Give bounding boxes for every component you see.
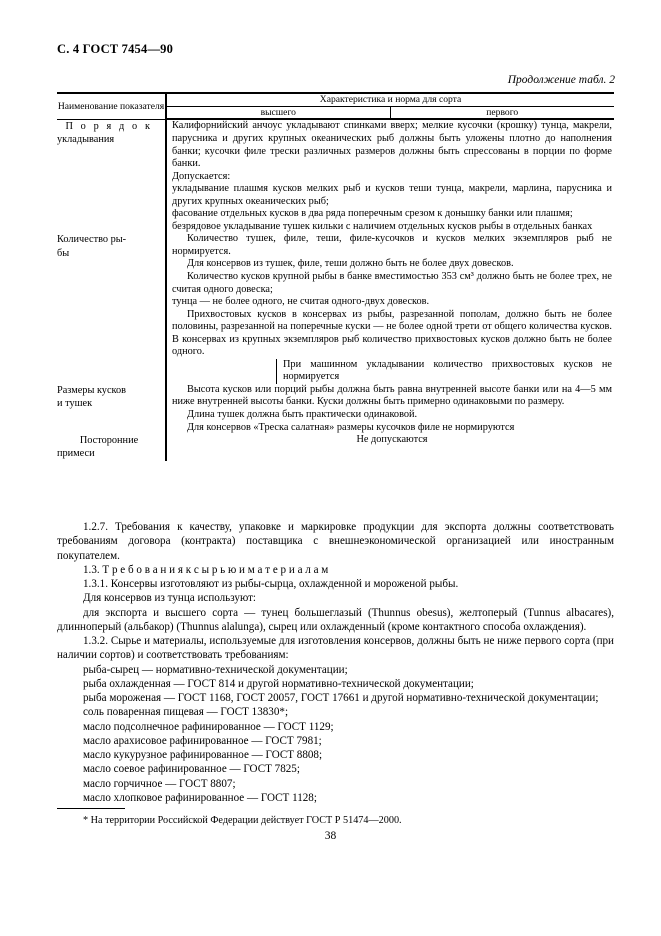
paragraph: укладывание плашмя кусков мелких рыб и кусков теши тунца, макрели, марлина, парусника и других крупных океанических рыб; [172, 183, 612, 207]
row-label-line-1: Размеры кусков [57, 384, 127, 396]
paragraph: Прихвостовых кусков в консервах из рыбы, разрезанной пополам, должно быть не более половины, разрезанной на поперечные куски — не более одной трети от общего количества кусков. В консервах из крупных экземпляров рыб количество прихвостовых кусков должно быть не более одного. [172, 308, 612, 358]
list-item: рыба охлажденная — ГОСТ 814 и другой нормативно-технической документации; [83, 677, 474, 690]
clause-1-3-2: 1.3.2. Сырье и материалы, используемые для изготовления консервов, должны быть не ниже первого сорта (при наличии сортов) и соответствовать требованиям: [57, 635, 614, 662]
paragraph: Высота кусков или порций рыбы должна быть равна внутренней высоте банки или на 4—5 мм ниже внутренней высоты банки. Куски должны быть примерно одинаковыми по размеру. [172, 383, 612, 408]
paragraph: Длина тушек должна быть практически одинаковой. [187, 408, 418, 420]
row-body-order-of-packing [166, 119, 614, 233]
paragraph: Для консервов из тушек, филе, теши должно быть не более двух довесков. [187, 258, 514, 270]
row-label-foreign-matter [57, 434, 166, 461]
table-row [57, 384, 614, 434]
footnote-separator [57, 808, 125, 809]
paragraph: Допускается: [172, 170, 231, 182]
paragraph-first-grade-only: При машинном укладывании количество прихвостовых кусков не нормируется [276, 359, 612, 384]
list-item: масло кукурузное рафинированное — ГОСТ 8808; [83, 749, 323, 761]
paragraph: Не допускаются [356, 434, 428, 446]
tuna-species-list: для экспорта и высшего сорта — тунец большеглазый (Thunnus obesus), желтоперый (Tunnus albacares), длинноперый (альбакор) (Thunnus alalunga), сырец или охлажденный (кроме контактного способа охлаждения). [57, 606, 614, 633]
header-cell-grade-highest: высшего [166, 106, 390, 119]
paragraph: Количество кусков крупной рыбы в банке вместимостью 353 см³ должно быть не более трех, не считая одного довеска; [172, 270, 612, 295]
heading-1-3: 1.3. Т р е б о в а н и я к с ы р ь ю и м а т е р и а л а м [83, 563, 329, 576]
row-body-piece-sizes [166, 384, 614, 434]
row-label-piece-sizes [57, 384, 166, 434]
list-item: масло горчичное — ГОСТ 8807; [83, 777, 236, 790]
row-label-line-2: бы [57, 247, 70, 259]
row-body-fish-quantity [166, 233, 614, 384]
list-item: масло хлопковое рафинированное — ГОСТ 1128; [83, 791, 317, 804]
header-cell-grade-group: Характеристика и норма для сорта [166, 93, 614, 106]
row-label-line-1: П о р я д о к [65, 120, 153, 132]
list-item: рыба мороженая — ГОСТ 1168, ГОСТ 20057, ГОСТ 17661 и другой нормативно-технической документации; [83, 692, 599, 704]
list-item: соль поваренная пищевая — ГОСТ 13830*; [83, 706, 289, 719]
norms-table [57, 92, 614, 461]
running-head: С. 4 ГОСТ 7454—90 [57, 42, 174, 56]
tuna-intro: Для консервов из тунца используют: [83, 592, 257, 605]
table-header-row-top [57, 93, 614, 106]
paragraph: тунца — не более одного, не считая одного-двух довесков. [172, 296, 430, 308]
table-row [57, 119, 614, 233]
paragraph: Для консервов «Треска салатная» размеры кусочков филе не нормируются [187, 421, 515, 433]
page-number: 38 [324, 830, 337, 842]
list-item: масло арахисовое рафинированное — ГОСТ 7981; [83, 734, 322, 747]
table-row [57, 434, 614, 461]
header-cell-grade-first: первого [390, 106, 614, 119]
row-body-foreign-matter [166, 434, 614, 461]
row-label-line-2: примеси [57, 448, 95, 460]
list-item: масло подсолнечное рафинированное — ГОСТ 1129; [83, 720, 334, 733]
list-item: масло соевое рафинированное — ГОСТ 7825; [83, 763, 300, 776]
footnote: * На территории Российской Федерации действует ГОСТ Р 51474—2000. [83, 815, 402, 826]
header-cell-indicator-name: Наименование показателя [57, 93, 166, 119]
list-item: рыба-сырец — нормативно-технической документации; [83, 663, 348, 676]
table-row [57, 233, 614, 384]
row-label-line-1: Посторонние [79, 435, 139, 447]
paragraph: фасование отдельных кусков в два ряда поперечным срезом к донышку банки или плашмя; [172, 208, 573, 220]
clause-1-3-1: 1.3.1. Консервы изготовляют из рыбы-сырца, охлажденной и мороженой рыбы. [83, 578, 459, 590]
row-label-line-1: Количество ры- [57, 234, 127, 246]
paragraph: Количество тушек, филе, теши, филе-кусочков и кусков мелких экземпляров рыб не нормируется. [172, 233, 612, 257]
narrative-body [57, 520, 614, 805]
table-continuation-note: Продолжение табл. 2 [507, 74, 615, 86]
row-label-line-2: укладывания [57, 134, 115, 146]
clause-1-2-7: 1.2.7. Требования к качеству, упаковке и маркировке продукции для экспорта должны соответствовать требованиям договора (контракта) поставщика с внешнеэкономической организацией или иностранным покупателем. [57, 521, 614, 562]
row-label-order-of-packing [57, 119, 166, 233]
paragraph: Калифорнийский анчоус укладывают спинками вверх; мелкие кусочки (крошку) тунца, макрели, парусника и других крупных океанических рыб должны быть уложены плотно до наполнения банки; кусочки филе трески различных размеров должны быть спрессованы в порции по форме банки. [172, 120, 612, 170]
norms-table-wrapper [57, 92, 614, 461]
row-label-line-2: и тушек [57, 398, 93, 410]
paragraph: безрядовое укладывание тушек кильки с наличием отдельных кусков рыбы в отдельных банках [172, 220, 593, 232]
row-label-fish-quantity [57, 233, 166, 384]
